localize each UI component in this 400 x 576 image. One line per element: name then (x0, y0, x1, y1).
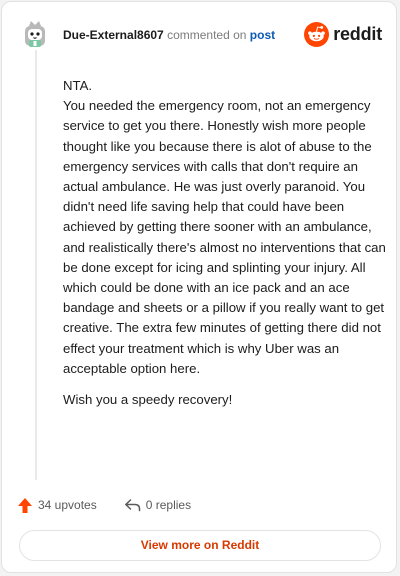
reply-button[interactable] (124, 498, 191, 512)
action-text: commented on (167, 28, 247, 42)
comment-body (63, 76, 388, 421)
post-link[interactable]: post (249, 28, 276, 42)
comment-meta (63, 28, 275, 42)
upvote-count: 34 upvotes (38, 498, 97, 512)
thread-line (35, 50, 37, 480)
comment-header (16, 16, 382, 52)
reddit-brand[interactable] (304, 21, 382, 47)
reply-count: 0 replies (145, 498, 192, 512)
view-more-button[interactable]: View more on Reddit (19, 530, 381, 561)
embedded-comment-card (1, 1, 397, 573)
reddit-wordmark: reddit (333, 23, 382, 44)
upvote-button[interactable] (17, 497, 97, 514)
avatar[interactable] (21, 20, 49, 48)
username[interactable]: Due-External8607 (63, 28, 164, 42)
comment-actions (17, 494, 191, 516)
comment-paragraph: NTA. You needed the emergency room, not an emergency service to get you there. Honestly wish more people thought like you because there is alot of abuse to the emergency services with calls that don't require an actual ambulance. He was just overly paranoid. You didn't need life saving help that could have been achieved by getting there sooner with an ambulance, and realistically there's almost no interventions that can be done except for icing and splinting your injury. All which could be done with an ice pack and an ace bandage and sheets or a pillow if you really want to get creative. The extra few minutes of getting there did not effect your treatment which is why Uber was an acceptable option here. (63, 78, 386, 376)
avatar-icon (21, 20, 49, 48)
upvote-arrow-icon (17, 497, 33, 514)
reply-icon (124, 498, 141, 512)
reddit-logo-icon (304, 22, 329, 47)
comment-paragraph: Wish you a speedy recovery! (63, 392, 233, 408)
